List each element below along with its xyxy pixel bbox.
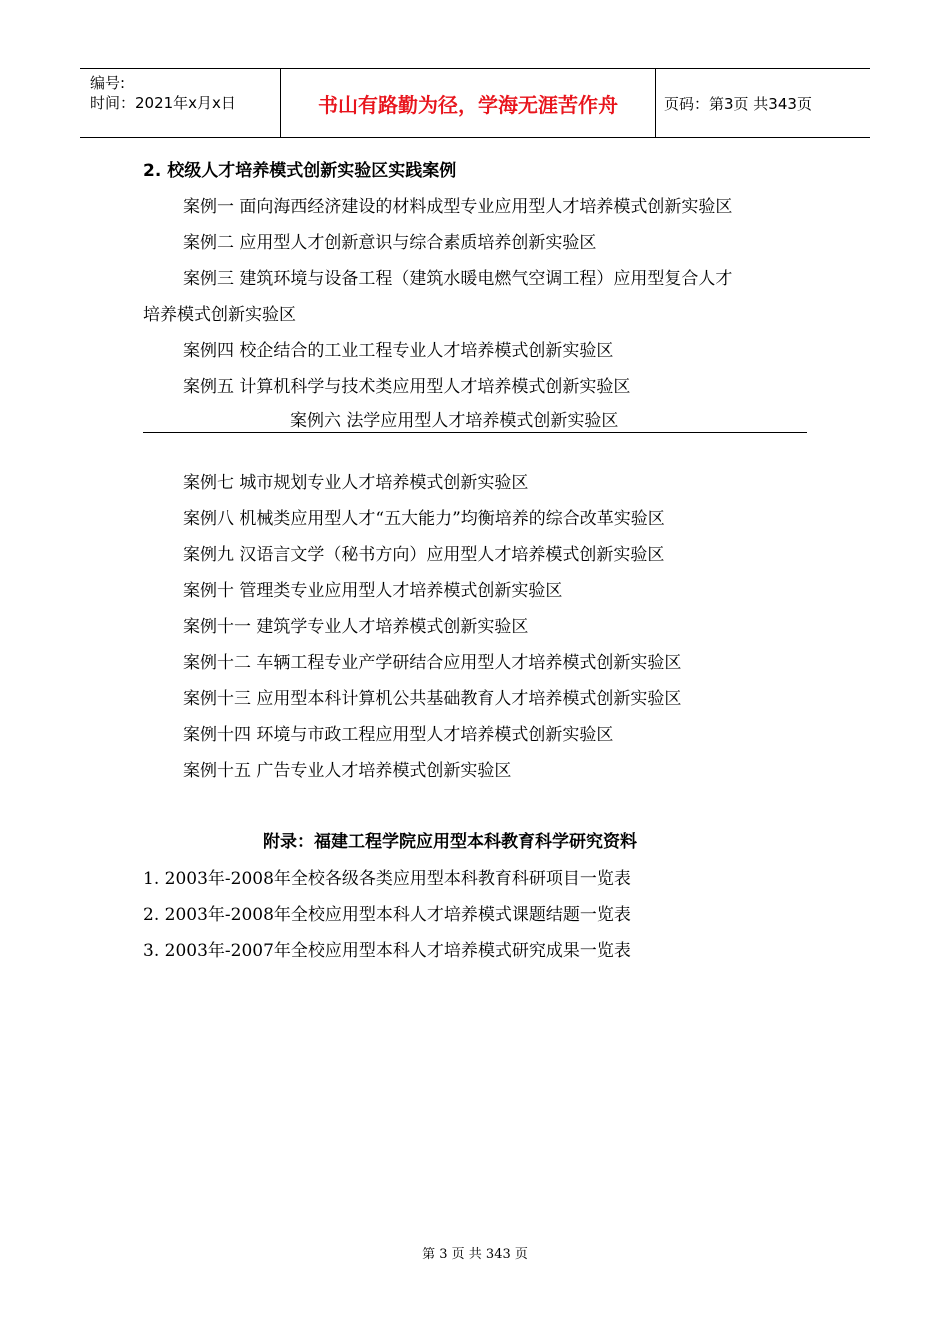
case-item: 案例二 应用型人才创新意识与综合素质培养创新实验区 (183, 233, 597, 253)
case-item: 案例十二 车辆工程专业产学研结合应用型人才培养模式创新实验区 (183, 653, 682, 673)
page-footer: 第 3 页 共 343 页 (422, 1247, 528, 1262)
case-item: 案例八 机械类应用型人才“五大能力”均衡培养的综合改革实验区 (183, 509, 665, 529)
case-item: 案例十四 环境与市政工程应用型人才培养模式创新实验区 (183, 725, 614, 745)
appendix-heading: 附录：福建工程学院应用型本科教育科学研究资料 (263, 832, 637, 852)
case-item: 案例六 法学应用型人才培养模式创新实验区 (290, 411, 619, 431)
doc-number-label: 编号: (90, 74, 126, 92)
case-item: 案例四 校企结合的工业工程专业人才培养模式创新实验区 (183, 341, 614, 361)
case-item: 案例十一 建筑学专业人才培养模式创新实验区 (183, 617, 529, 637)
appendix-item: 1. 2003年-2008年全校各级各类应用型本科教育科研项目一览表 (143, 869, 631, 889)
doc-time-label: 时间：2021年x月x日 (90, 94, 236, 112)
case-item: 案例十三 应用型本科计算机公共基础教育人才培养模式创新实验区 (183, 689, 682, 709)
case-item: 案例五 计算机科学与技术类应用型人才培养模式创新实验区 (183, 377, 631, 397)
header-meta (80, 69, 281, 137)
header-motto: 书山有路勤为径，学海无涯苦作舟 (281, 69, 656, 137)
case-item: 案例九 汉语言文学（秘书方向）应用型人才培养模式创新实验区 (183, 545, 665, 565)
case-item: 案例十 管理类专业应用型人才培养模式创新实验区 (183, 581, 563, 601)
case-item-continuation: 培养模式创新实验区 (143, 305, 296, 325)
horizontal-rule (143, 432, 807, 433)
appendix-item: 2. 2003年-2008年全校应用型本科人才培养模式课题结题一览表 (143, 905, 631, 925)
case-item: 案例一 面向海西经济建设的材料成型专业应用型人才培养模式创新实验区 (183, 197, 733, 217)
page-header (80, 68, 870, 138)
appendix-item: 3. 2003年-2007年全校应用型本科人才培养模式研究成果一览表 (143, 941, 631, 961)
case-item: 案例七 城市规划专业人才培养模式创新实验区 (183, 473, 529, 493)
case-item: 案例十五 广告专业人才培养模式创新实验区 (183, 761, 512, 781)
header-page-info: 页码：第3页 共343页 (664, 94, 812, 113)
case-item: 案例三 建筑环境与设备工程（建筑水暖电燃气空调工程）应用型复合人才 (183, 269, 733, 289)
section-heading: 2. 校级人才培养模式创新实验区实践案例 (143, 161, 457, 181)
